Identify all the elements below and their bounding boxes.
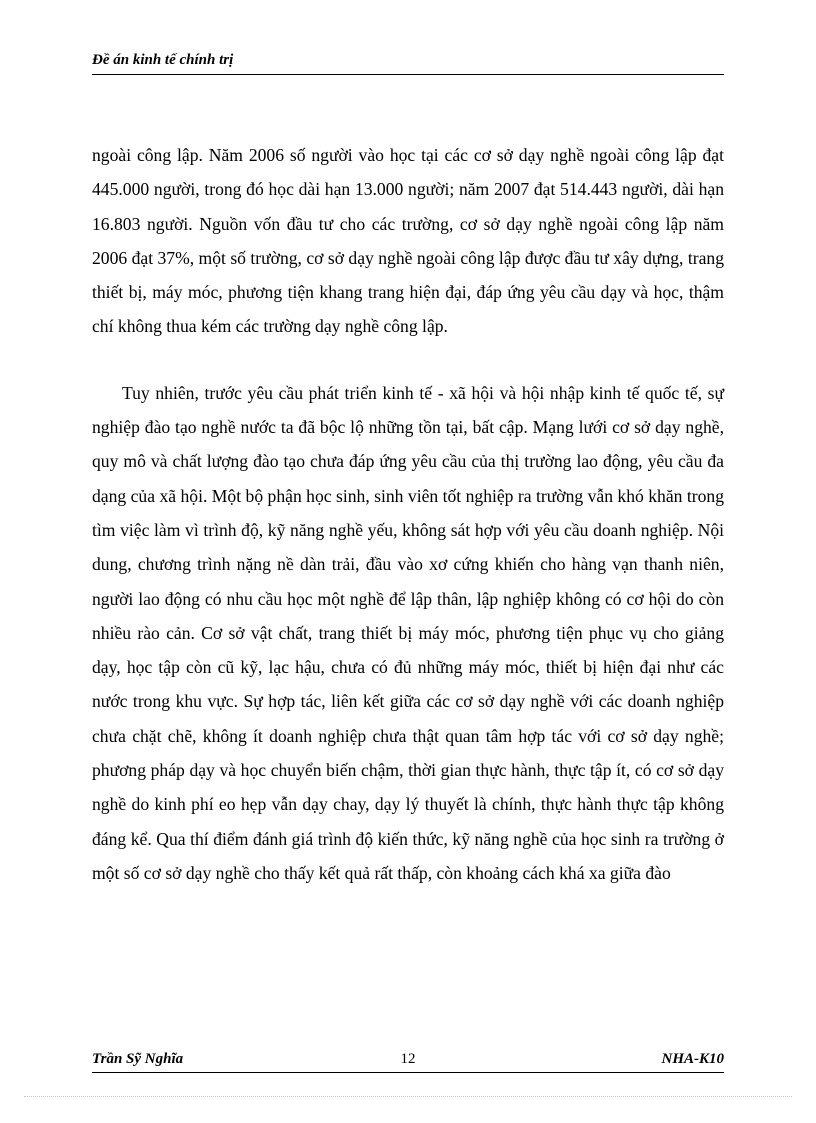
page-header — [92, 50, 724, 75]
page-bottom-divider — [24, 1096, 792, 1097]
paragraph-continuation: ngoài công lập. Năm 2006 số người vào học tại các cơ sở dạy nghề ngoài công lập đạt 445.000 người, trong đó học dài hạn 13.000 người; năm 2007 đạt 514.443 người, dài hạn 16.803 người. Nguồn vốn đầu tư cho các trường, cơ sở dạy nghề ngoài công lập năm 2006 đạt 37%, một số trường, cơ sở dạy nghề ngoài công lập được đầu tư xây dựng, trang thiết bị, máy móc, phương tiện khang trang hiện đại, đáp ứng yêu cầu dạy và học, thậm chí không thua kém các trường dạy nghề công lập. — [92, 145, 724, 337]
document-body — [92, 138, 724, 890]
paragraph: Tuy nhiên, trước yêu cầu phát triển kinh tế - xã hội và hội nhập kinh tế quốc tế, sự nghiệp đào tạo nghề nước ta đã bộc lộ những tồn tại, bất cập. Mạng lưới cơ sở dạy nghề, quy mô và chất lượng đào tạo chưa đáp ứng yêu cầu của thị trường lao động, yêu cầu đa dạng của xã hội. Một bộ phận học sinh, sinh viên tốt nghiệp ra trường vẫn khó khăn trong tìm việc làm vì trình độ, kỹ năng nghề yếu, không sát hợp với yêu cầu doanh nghiệp. Nội dung, chương trình nặng nề dàn trải, đầu vào xơ cứng khiến cho hàng vạn thanh niên, người lao động có nhu cầu học một nghề để lập thân, lập nghiệp không có cơ hội do còn nhiều rào cản. Cơ sở vật chất, trang thiết bị máy móc, phương tiện phục vụ cho giảng dạy, học tập còn cũ kỹ, lạc hậu, chưa có đủ những máy móc, thiết bị hiện đại như các nước trong khu vực. Sự hợp tác, liên kết giữa các cơ sở dạy nghề với các doanh nghiệp chưa chặt chẽ, không ít doanh nghiệp chưa thật quan tâm hợp tác với cơ sở dạy nghề; phương pháp dạy và học chuyển biến chậm, thời gian thực hành, thực tập ít, có cơ sở dạy nghề do kinh phí eo hẹp vẫn dạy chay, dạy lý thuyết là chính, thực hành thực tập không đáng kể. Qua thí điểm đánh giá trình độ kiến thức, kỹ năng nghề của học sinh ra trường ở một số cơ sở dạy nghề cho thấy kết quả rất thấp, còn khoảng cách khá xa giữa đào — [92, 382, 724, 883]
page-number: 12 — [400, 1051, 416, 1067]
footer-author: Trần Sỹ Nghĩa — [92, 1051, 184, 1067]
header-title: Đề án kinh tế chính trị — [92, 52, 234, 68]
footer-class-code: NHA-K10 — [661, 1051, 724, 1067]
page-footer — [92, 1049, 724, 1073]
